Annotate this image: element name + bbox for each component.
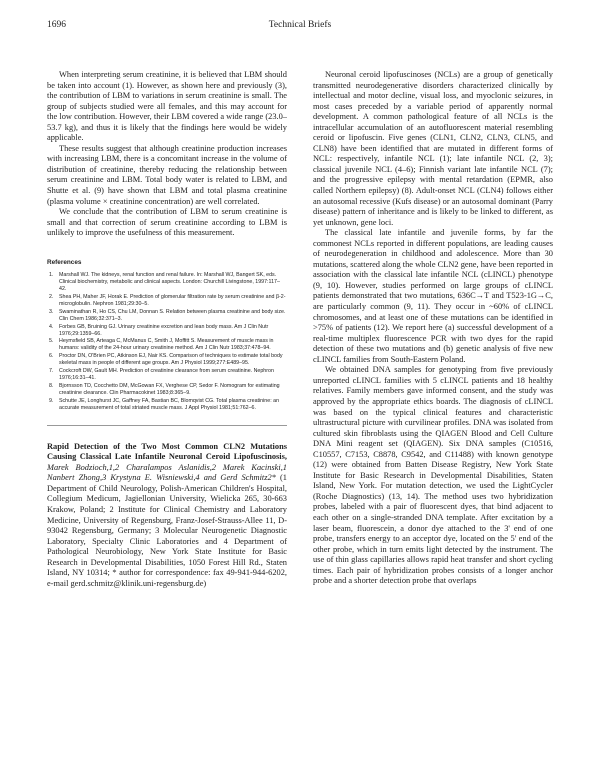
reference-number: 2. (49, 294, 54, 301)
reference-number: 7. (49, 368, 54, 375)
reference-number: 5. (49, 338, 54, 345)
running-header (47, 20, 553, 34)
reference-item (47, 324, 287, 338)
section-divider (47, 425, 287, 426)
reference-text: Swaminathan R, Ho CS, Chu LM, Donnan S. Relation between plasma creatinine and body size. Clin Chem 1986;32:371–3. (59, 308, 286, 322)
reference-item (47, 272, 287, 293)
left-column (47, 70, 287, 589)
reference-text: Proctor DN, O'Brien PC, Atkinson EJ, Nair KS. Comparison of techniques to estimate total body skeletal mass in people of different age groups. Am J Physiol 1999;277:E489–95. (59, 353, 283, 367)
reference-item (47, 353, 287, 367)
reference-number: 1. (49, 272, 54, 279)
reference-item (47, 338, 287, 352)
reference-text: Heymsfield SB, Arteaga C, McManus C, Smith J, Moffitt S. Measurement of muscle mass in humans: validity of the 24-hour urinary creatinine method. Am J Clin Nutr 1983;37:478–94. (59, 338, 274, 352)
reference-list (47, 272, 287, 411)
paragraph: The classical late infantile and juvenile forms, by far the commonest NCLs reported in different populations, are leading causes of neurodegeneration in childhood and adolescence. More than 30 mutations, scattered along the whole CLN2 gene, have been reported in association with the classical late infantile NCL (cLINCL) phenotype (9, 10). However, studies performed on large groups of cLINCL patients demonstrated that two mutations, 636C→T and T523-1G→C, are particularly common (9, 11). They occur in ~60% of cLINCL chromosomes, and at least one of these mutations can be identified in >75% of patients (12). We report here (a) successful development of a real-time multiplex fluorescence PCR with two dyes for the rapid detection of these two mutations and (b) genetic analysis of five new cLINCL families from South-Eastern Poland. (313, 228, 554, 364)
paragraph: When interpreting serum creatinine, it is believed that LBM should be taken into account (1). However, as shown here and previously (3), the contribution of LBM to variations in serum creatinine is small. The group of subjects studied were all females, and this may account for the low contribution. However, their LBM covered a wide range (23.0–53.7 kg), and thus it is likely that the findings here would be widely applicable. (47, 70, 287, 143)
reference-number: 3. (49, 308, 54, 315)
right-column (313, 70, 553, 587)
reference-number: 8. (49, 382, 54, 389)
reference-item (47, 383, 287, 397)
reference-text: Cockcroft DW, Gault MH. Prediction of creatinine clearance from serum creatinine. Nephron 1976;16:31–41. (59, 368, 274, 382)
paragraph: These results suggest that although creatinine production increases with increasing LBM, there is a concomitant increase in the volume of distribution of creatinine, thereby reducing the relationship between serum creatinine and LBM. Total body water is related to LBM, and Shutte et al. (9) have shown that LBM and total plasma creatinine (plasma volume × creatinine concentration) are well correlated. (47, 143, 287, 206)
reference-item (47, 398, 287, 412)
brief-title: Rapid Detection of the Two Most Common CLN2 Mutations Causing Classical Late Infantile Neuronal Ceroid Lipofuscinosis, (47, 441, 287, 462)
page-number: 1696 (47, 20, 66, 30)
section-title: Technical Briefs (268, 20, 332, 30)
reference-text: Bjornsson TD, Cocchetto DM, McGowan FX, Verghese CP, Sedor F. Nomogram for estimating creatinine clearance. Clin Pharmacokinet 1983;8:365–9. (59, 382, 280, 396)
paragraph: Neuronal ceroid lipofuscinoses (NCLs) are a group of genetically transmitted neurodegenerative disorders characterized clinically by intellectual and motor decline, visual loss, and myoclonic seizures, in most cases preceded by a variable period of apparently normal development. A common pathological feature of all NCLs is the intracellular accumulation of an autofluorescent material resembling ceroid or lipofuscin. Five genes (CLN1, CLN2, CLN3, CLN5, and CLN8) have been identified that are mutated in different forms of NCL: respectively, infantile NCL (1); late infantile NCL (2, 3); classical juvenile NCL (4–6); Finnish variant late infantile NCL (7); and the progressive epilepsy with mental retardation (EPMR, also called Northern epilepsy) (8). Adult-onset NCL (CLN4) follows either an autosomal recessive (Kufs disease) or an autosomal dominant (Parry disease) pattern of inheritance and is likely to be linked to different, as yet unknown, gene loci. (313, 70, 553, 227)
paragraph: We obtained DNA samples for genotyping from five previously unreported cLINCL families with 5 cLINCL patients and 18 healthy relatives. Family members gave informed consent, and the study was approved by the appropriate ethics boards. The diagnosis of cLINCL was based on the typical clinical features and characteristic ultrastructural picture with curvilinear profiles. DNA was isolated from cultured skin fibroblasts using the QIAGEN Blood and Cell Culture DNA Mini reagent set (QIAGEN). Six DNA samples (C10516, C10557, C7153, C8878, C9542, and C11488) with known genotype (12) were obtained from Batten Disease Registry, New York State Institute for Basic Research in Developmental Disabilities, Staten Island, New York. For mutation detection, we used the LightCycler (Roche Diagnostics) (13, 14). The method uses two hybridization probes, labeled with a pair of fluorescent dyes, that bind adjacent to each other on a single-stranded DNA template. After excitation by a laser beam, fluorescein, a donor dye attached to the 3' end of one probe, transfers energy to an acceptor dye, located on the 5' end of the other probe, which in turn emits light detected by the instrument. The use of thin glass capillaries allows rapid heat transfer and short cycling times. Each pair of hybridization probes consists of a longer anchor probe and a shorter detection probe that overlaps (313, 365, 553, 586)
reference-item (47, 309, 287, 323)
references-heading: References (47, 258, 82, 266)
reference-text: Marshall WJ. The kidneys, renal function and renal failure. In: Marshall WJ, Bangert SK, eds. Clinical biochemistry, metabolic and clinical aspects. London: Churchill Livingstone, 1997:117–42. (59, 272, 280, 293)
paragraph: We conclude that the contribution of LBM to serum creatinine is small and that correction of serum creatinine according to LBM is unlikely to improve the usefulness of this measurement. (47, 207, 287, 238)
reference-number: 6. (49, 353, 54, 360)
technical-brief-heading (47, 442, 287, 590)
reference-number: 4. (49, 323, 54, 330)
reference-text: Forbes GB, Bruining GJ. Urinary creatinine excretion and lean body mass. Am J Clin Nutr 1976;29:1359–66. (59, 323, 269, 337)
brief-affiliations: (1 Department of Child Neurology, Polish-American Children's Hospital, Collegium Medicum, Jagiellonian University, Wielicka 265, 30-663 Krakow, Poland; 2 Institute for Clinical Chemistry and Laboratory Medicine, University of Regensburg, Franz-Josef-Strauss-Allee 11, D-93042 Regensburg, Germany; 3 Molecular Neurogenetic Diagnostic Laboratory, Specialty Clinic Laboratories and 4 Department of Pathological Neurobiology, New York State Institute for Basic Research in Developmental Disabilities, 1050 Forest Hill Rd., Staten Island, NY 10314; * author for correspondence: fax 49-941-944-6202, e-mail gerd.schmitz@klinik.uni-regensburg.de) (47, 473, 287, 588)
reference-item (47, 294, 287, 308)
reference-text: Shea PH, Maher JF, Horak E. Prediction of glomerular filtration rate by serum creatinine and β-2-microglobulin. Nephron 1981;29:30–5. (59, 294, 286, 308)
reference-item (47, 368, 287, 382)
reference-text: Schutte JE, Longhurst JC, Gaffney FA, Bastian BC, Blomqvist CG. Total plasma creatinine: an accurate measurement of total striated muscle mass. J Appl Physiol 1981;51:762–6. (59, 397, 280, 411)
reference-number: 9. (49, 397, 54, 404)
brief-authors: Marek Bodzioch,1,2 Charalampos Aslanidis,2 Marek Kacinski,1 Nanbert Zhong,3 Krystyna E. Wisniewski,4 and Gerd Schmitz2* (47, 462, 287, 483)
